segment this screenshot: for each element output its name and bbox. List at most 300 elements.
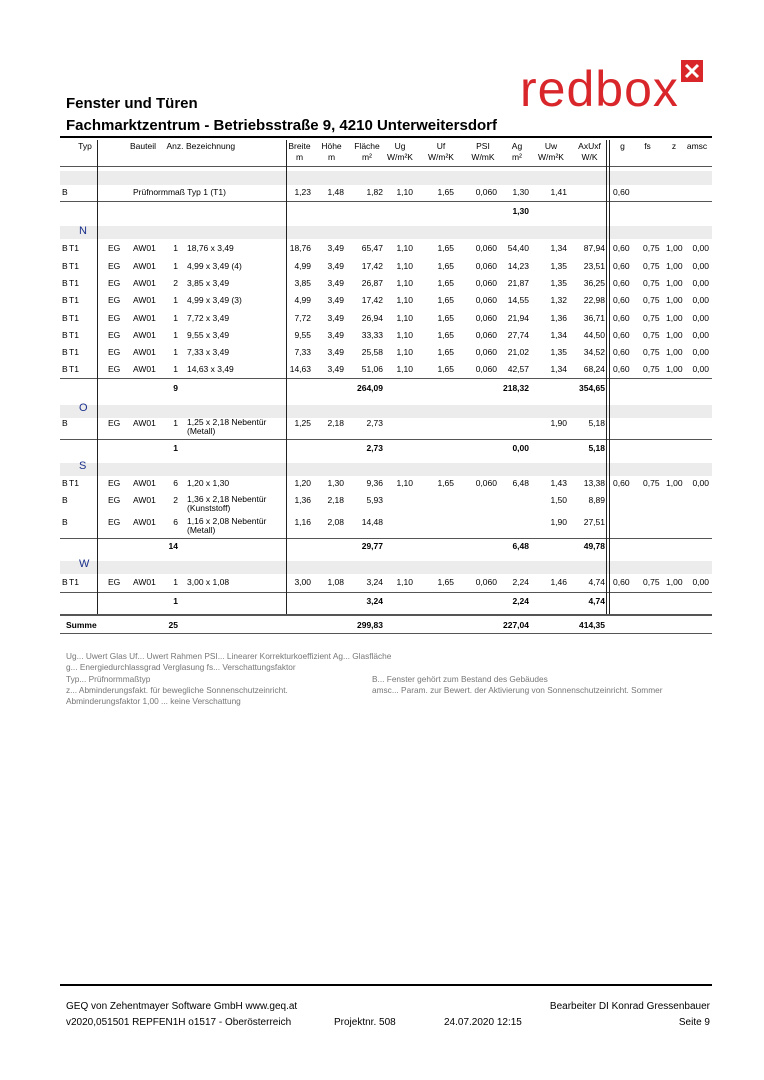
cell-flaeche: 2,73 bbox=[366, 418, 383, 428]
footer-company: GEQ von Zehentmayer Software GmbH www.geq.at bbox=[66, 1001, 298, 1012]
footer-page: Seite 9 bbox=[678, 1017, 710, 1028]
cell-g: 0,60 bbox=[613, 577, 630, 587]
cell-ug: 1,10 bbox=[396, 243, 413, 253]
cell-psi: 0,060 bbox=[475, 187, 497, 197]
cell-flaeche: 29,77 bbox=[361, 541, 383, 551]
cell-b: B bbox=[62, 187, 68, 197]
cell-eg: EG bbox=[108, 478, 121, 488]
col-ag-unit: m² bbox=[512, 152, 522, 162]
cell-flaeche: 17,42 bbox=[361, 261, 383, 271]
cell-g: 0,60 bbox=[613, 330, 630, 340]
band-group-W bbox=[60, 561, 712, 574]
cell-ag: 227,04 bbox=[503, 620, 529, 630]
col-breite-unit: m bbox=[295, 152, 304, 162]
legend-line: z... Abminderungsfakt. für bewegliche Sonnenschutzeinricht. bbox=[66, 684, 288, 695]
cell-bez: 1,20 x 1,30 bbox=[187, 478, 230, 488]
cell-aw: AW01 bbox=[133, 295, 156, 305]
cell-b: B bbox=[62, 577, 68, 587]
cell-axuxf: 36,25 bbox=[583, 278, 605, 288]
total-anz: 1 bbox=[173, 596, 178, 606]
cell-flaeche: 5,93 bbox=[366, 495, 383, 505]
cell-eg: EG bbox=[108, 364, 121, 374]
cell-z: 1,00 bbox=[666, 577, 683, 587]
legend bbox=[66, 651, 726, 707]
cell-aw: AW01 bbox=[133, 347, 156, 357]
cell-breite: 7,72 bbox=[294, 313, 311, 323]
cell-uf: 1,65 bbox=[437, 261, 454, 271]
cell-hoehe: 3,49 bbox=[327, 295, 344, 305]
group-label-N: N bbox=[79, 225, 87, 237]
cell-b: B bbox=[62, 517, 68, 527]
group-rule bbox=[60, 378, 712, 379]
cell-flaeche: 65,47 bbox=[361, 243, 383, 253]
cell-bez: 4,99 x 3,49 (4) bbox=[187, 261, 242, 271]
cell-breite: 9,55 bbox=[294, 330, 311, 340]
cell-uw: 1,90 bbox=[550, 517, 567, 527]
cell-z: 1,00 bbox=[666, 261, 683, 271]
cell-uf: 1,65 bbox=[437, 187, 454, 197]
cell-anz: 2 bbox=[173, 278, 178, 288]
legend-line: Abminderungsfaktor 1,00 ... keine Verschattung bbox=[66, 696, 241, 707]
cell-psi: 0,060 bbox=[475, 243, 497, 253]
cell-axuxf: 23,51 bbox=[583, 261, 605, 271]
col-bez: Bezeichnung bbox=[186, 141, 236, 151]
cell-g: 0,60 bbox=[613, 278, 630, 288]
cell-aw: AW01 bbox=[133, 577, 156, 587]
column-divider bbox=[286, 140, 287, 614]
col-hoehe-unit: m bbox=[327, 152, 336, 162]
cell-eg: EG bbox=[108, 577, 121, 587]
cell-anz: 1 bbox=[173, 243, 178, 253]
cell-axuxf: 27,51 bbox=[583, 517, 605, 527]
redbox-logo bbox=[520, 58, 705, 114]
cell-b: B bbox=[62, 243, 68, 253]
cell-uw: 1,35 bbox=[550, 261, 567, 271]
cell-ug: 1,10 bbox=[396, 577, 413, 587]
cell-aw: AW01 bbox=[133, 495, 156, 505]
cell-ag: 21,02 bbox=[507, 347, 529, 357]
cell-flaeche: 17,42 bbox=[361, 295, 383, 305]
col-ug-name: Ug bbox=[394, 141, 406, 151]
cell-ag: 27,74 bbox=[507, 330, 529, 340]
cell-typ: T1 bbox=[69, 295, 79, 305]
cell-bez: 3,00 x 1,08 bbox=[187, 577, 230, 587]
cell-anz: 1 bbox=[173, 347, 178, 357]
total-anz: 14 bbox=[168, 541, 178, 551]
band-group-O bbox=[60, 405, 712, 418]
total-anz: 1 bbox=[173, 443, 178, 453]
cell-z: 1,00 bbox=[666, 347, 683, 357]
col-uw-name: Uw bbox=[544, 141, 558, 151]
cell-uw: 1,46 bbox=[550, 577, 567, 587]
cell-hoehe: 2,18 bbox=[327, 418, 344, 428]
cell-typ: T1 bbox=[69, 364, 79, 374]
cell-axuxf: 354,65 bbox=[579, 383, 605, 393]
cell-hoehe: 1,30 bbox=[327, 478, 344, 488]
legend-line: Typ... Prüfnormmaßtyp bbox=[66, 673, 151, 684]
summe-rule bbox=[60, 614, 712, 616]
cell-aw: AW01 bbox=[133, 517, 156, 527]
cell-axuxf: 5,18 bbox=[588, 443, 605, 453]
cell-typ: T1 bbox=[69, 313, 79, 323]
cell-fs: 0,75 bbox=[643, 478, 660, 488]
cell-aw: AW01 bbox=[133, 278, 156, 288]
cell-flaeche: 14,48 bbox=[361, 517, 383, 527]
cell-z: 1,00 bbox=[666, 364, 683, 374]
cell-uf: 1,65 bbox=[437, 313, 454, 323]
cell-breite: 18,76 bbox=[289, 243, 311, 253]
cell-amsc: 0,00 bbox=[692, 330, 709, 340]
cell-b: B bbox=[62, 313, 68, 323]
cell-ug: 1,10 bbox=[396, 478, 413, 488]
cell-bez: 18,76 x 3,49 bbox=[187, 243, 234, 253]
cell-breite: 1,36 bbox=[294, 495, 311, 505]
cell-g: 0,60 bbox=[613, 313, 630, 323]
cell-uf: 1,65 bbox=[437, 364, 454, 374]
cell-psi: 0,060 bbox=[475, 330, 497, 340]
cell-aw: AW01 bbox=[133, 243, 156, 253]
cell-hoehe: 3,49 bbox=[327, 278, 344, 288]
cell-flaeche: 26,87 bbox=[361, 278, 383, 288]
cell-bez: 1,36 x 2,18 Nebentür (Kunststoff) bbox=[187, 494, 267, 513]
cell-uw: 1,90 bbox=[550, 418, 567, 428]
cell-typ: T1 bbox=[69, 478, 79, 488]
col-psi-name: PSI bbox=[476, 141, 490, 151]
cell-amsc: 0,00 bbox=[692, 278, 709, 288]
cell-amsc: 0,00 bbox=[692, 295, 709, 305]
cell-bez: 9,55 x 3,49 bbox=[187, 330, 230, 340]
cell-anz: 6 bbox=[173, 478, 178, 488]
cell-breite: 1,23 bbox=[294, 187, 311, 197]
cell-anz: 6 bbox=[173, 517, 178, 527]
cell-eg: EG bbox=[108, 517, 121, 527]
cell-ug: 1,10 bbox=[396, 313, 413, 323]
col-fs: fs bbox=[644, 141, 651, 151]
row-rule bbox=[60, 201, 712, 202]
cell-b: B bbox=[62, 295, 68, 305]
band-group-S bbox=[60, 463, 712, 476]
cell-flaeche: 264,09 bbox=[357, 383, 383, 393]
cell-anz: 1 bbox=[173, 313, 178, 323]
cell-flaeche: 2,73 bbox=[366, 443, 383, 453]
cell-hoehe: 3,49 bbox=[327, 347, 344, 357]
footer-rule bbox=[60, 984, 712, 986]
cell-axuxf: 22,98 bbox=[583, 295, 605, 305]
cell-amsc: 0,00 bbox=[692, 364, 709, 374]
cell-b: B bbox=[62, 261, 68, 271]
cell-fs: 0,75 bbox=[643, 347, 660, 357]
cell-flaeche: 1,82 bbox=[366, 187, 383, 197]
cell-uw: 1,34 bbox=[550, 330, 567, 340]
cell-anz: 1 bbox=[173, 295, 178, 305]
cell-typ: T1 bbox=[69, 278, 79, 288]
cell-anz: 1 bbox=[173, 364, 178, 374]
cell-flaeche: 33,33 bbox=[361, 330, 383, 340]
cell-ag: 21,94 bbox=[507, 313, 529, 323]
cell-psi: 0,060 bbox=[475, 261, 497, 271]
cell-hoehe: 3,49 bbox=[327, 313, 344, 323]
cell-uw: 1,34 bbox=[550, 243, 567, 253]
cell-breite: 4,99 bbox=[294, 261, 311, 271]
cell-ug: 1,10 bbox=[396, 330, 413, 340]
cell-flaeche: 9,36 bbox=[366, 478, 383, 488]
cell-flaeche: 25,58 bbox=[361, 347, 383, 357]
group-rule bbox=[60, 538, 712, 539]
window-table bbox=[60, 137, 712, 637]
cell-bez: 1,16 x 2,08 Nebentür (Metall) bbox=[187, 516, 267, 535]
cell-axuxf: 34,52 bbox=[583, 347, 605, 357]
col-uw-unit: W/m²K bbox=[538, 152, 564, 162]
cell-breite: 14,63 bbox=[289, 364, 311, 374]
cell-ug: 1,10 bbox=[396, 295, 413, 305]
cell-uw: 1,43 bbox=[550, 478, 567, 488]
col-bauteil: Bauteil bbox=[130, 141, 156, 151]
cell-flaeche: 299,83 bbox=[357, 620, 383, 630]
col-ag-name: Ag bbox=[511, 141, 523, 151]
cell-ag: 21,87 bbox=[507, 278, 529, 288]
legend-line: amsc... Param. zur Bewert. der Aktivierung von Sonnenschutzeinricht. Sommer bbox=[372, 684, 663, 695]
cell-g: 0,60 bbox=[613, 243, 630, 253]
cell-z: 1,00 bbox=[666, 478, 683, 488]
cell-hoehe: 3,49 bbox=[327, 243, 344, 253]
col-breite-name: Breite bbox=[288, 141, 311, 151]
cell-breite: 3,00 bbox=[294, 577, 311, 587]
cell-g: 0,60 bbox=[613, 295, 630, 305]
cell-aw: AW01 bbox=[133, 418, 156, 428]
cell-uw: 1,34 bbox=[550, 364, 567, 374]
cell-fs: 0,75 bbox=[643, 364, 660, 374]
cell-amsc: 0,00 bbox=[692, 347, 709, 357]
total-anz: 9 bbox=[173, 383, 178, 393]
band-group-N bbox=[60, 226, 712, 239]
cell-uf: 1,65 bbox=[437, 278, 454, 288]
cell-axuxf: 4,74 bbox=[588, 577, 605, 587]
cell-typ: T1 bbox=[69, 330, 79, 340]
cell-uf: 1,65 bbox=[437, 243, 454, 253]
cell-b: B bbox=[62, 495, 68, 505]
cell-eg: EG bbox=[108, 278, 121, 288]
cell-bez: 7,33 x 3,49 bbox=[187, 347, 230, 357]
column-divider bbox=[609, 140, 610, 614]
cell-breite: 1,20 bbox=[294, 478, 311, 488]
cell-axuxf: 8,89 bbox=[588, 495, 605, 505]
cell-fs: 0,75 bbox=[643, 278, 660, 288]
cell-fs: 0,75 bbox=[643, 313, 660, 323]
cell-z: 1,00 bbox=[666, 330, 683, 340]
footer-date: 24.07.2020 12:15 bbox=[444, 1017, 522, 1028]
cell-b: B bbox=[62, 418, 68, 428]
cell-fs: 0,75 bbox=[643, 243, 660, 253]
cell-ag: 6,48 bbox=[512, 541, 529, 551]
cell-ag: 2,24 bbox=[512, 577, 529, 587]
cell-typ: T1 bbox=[69, 347, 79, 357]
col-uf-name: Uf bbox=[436, 141, 446, 151]
cell-eg: EG bbox=[108, 295, 121, 305]
col-psi-unit: W/mK bbox=[471, 152, 495, 162]
cell-eg: EG bbox=[108, 347, 121, 357]
cell-hoehe: 3,49 bbox=[327, 330, 344, 340]
cell-breite: 4,99 bbox=[294, 295, 311, 305]
cell-g: 0,60 bbox=[613, 478, 630, 488]
cell-ug: 1,10 bbox=[396, 364, 413, 374]
summe-anz: 25 bbox=[168, 620, 178, 630]
cell-uw: 1,35 bbox=[550, 278, 567, 288]
cell-aw: AW01 bbox=[133, 330, 156, 340]
cell-ug: 1,10 bbox=[396, 278, 413, 288]
col-ug-unit: W/m²K bbox=[387, 152, 413, 162]
cell-breite: 1,25 bbox=[294, 418, 311, 428]
page-subtitle: Fachmarktzentrum - Betriebsstraße 9, 4210 Unterweitersdorf bbox=[66, 117, 497, 134]
cell-fs: 0,75 bbox=[643, 261, 660, 271]
cell-g: 0,60 bbox=[613, 364, 630, 374]
cell-eg: EG bbox=[108, 418, 121, 428]
cell-ag: 1,30 bbox=[512, 187, 529, 197]
cell-axuxf: 68,24 bbox=[583, 364, 605, 374]
cell-aw: AW01 bbox=[133, 261, 156, 271]
cell-eg: EG bbox=[108, 313, 121, 323]
col-amsc: amsc bbox=[686, 141, 708, 151]
cell-axuxf: 87,94 bbox=[583, 243, 605, 253]
col-uf-unit: W/m²K bbox=[428, 152, 454, 162]
cell-bez: 4,99 x 3,49 (3) bbox=[187, 295, 242, 305]
cell-bez: 7,72 x 3,49 bbox=[187, 313, 230, 323]
cell-bez: 3,85 x 3,49 bbox=[187, 278, 230, 288]
cell-uf: 1,65 bbox=[437, 577, 454, 587]
cell-ag: 42,57 bbox=[507, 364, 529, 374]
column-divider bbox=[606, 140, 607, 614]
cell-typ: T1 bbox=[69, 261, 79, 271]
cell-b: B bbox=[62, 330, 68, 340]
header-rule bbox=[60, 166, 712, 167]
cell-psi: 0,060 bbox=[475, 577, 497, 587]
cell-z: 1,00 bbox=[666, 243, 683, 253]
col-axuxf-unit: W/K bbox=[581, 152, 598, 162]
cell-b: B bbox=[62, 478, 68, 488]
cell-ag: 54,40 bbox=[507, 243, 529, 253]
cell-ug: 1,10 bbox=[396, 187, 413, 197]
cell-b: B bbox=[62, 364, 68, 374]
col-z: z bbox=[671, 141, 677, 151]
cell-uw: 1,50 bbox=[550, 495, 567, 505]
summe-label: Summe bbox=[66, 620, 97, 630]
cell-b: B bbox=[62, 347, 68, 357]
cell-axuxf: 4,74 bbox=[588, 596, 605, 606]
cell-typ: T1 bbox=[69, 243, 79, 253]
cell-uf: 1,65 bbox=[437, 295, 454, 305]
cell-flaeche: 26,94 bbox=[361, 313, 383, 323]
col-flaeche-unit: m² bbox=[362, 152, 372, 162]
col-g: g bbox=[620, 141, 625, 151]
cell-uw: 1,36 bbox=[550, 313, 567, 323]
cell-fs: 0,75 bbox=[643, 295, 660, 305]
cell-bez: 14,63 x 3,49 bbox=[187, 364, 234, 374]
col-typ: Typ bbox=[78, 141, 92, 151]
page-title: Fenster und Türen bbox=[66, 95, 198, 112]
cell-hoehe: 3,49 bbox=[327, 364, 344, 374]
cell-amsc: 0,00 bbox=[692, 313, 709, 323]
col-flaeche-name: Fläche bbox=[354, 141, 380, 151]
cell-g: 0,60 bbox=[613, 347, 630, 357]
logo-text: redbox bbox=[520, 61, 679, 114]
cell-psi: 0,060 bbox=[475, 278, 497, 288]
cell-z: 1,00 bbox=[666, 278, 683, 288]
cell-axuxf: 13,38 bbox=[583, 478, 605, 488]
group-label-O: O bbox=[79, 402, 88, 414]
group-label-S: S bbox=[79, 460, 87, 472]
cell-z: 1,00 bbox=[666, 295, 683, 305]
cell-uw: 1,32 bbox=[550, 295, 567, 305]
cell-amsc: 0,00 bbox=[692, 478, 709, 488]
cell-psi: 0,060 bbox=[475, 364, 497, 374]
cell-anz: 1 bbox=[173, 418, 178, 428]
cell-ug: 1,10 bbox=[396, 347, 413, 357]
cell-flaeche: 3,24 bbox=[366, 596, 383, 606]
cell-aw: AW01 bbox=[133, 478, 156, 488]
col-anz: Anz. bbox=[166, 141, 184, 151]
footer-version: v2020,051501 REPFEN1H o1517 - Oberösterreich bbox=[66, 1017, 292, 1028]
cell-b: B bbox=[62, 278, 68, 288]
cell-amsc: 0,00 bbox=[692, 261, 709, 271]
cell-psi: 0,060 bbox=[475, 295, 497, 305]
cell-fs: 0,75 bbox=[643, 577, 660, 587]
cell-psi: 0,060 bbox=[475, 313, 497, 323]
cell-flaeche: 51,06 bbox=[361, 364, 383, 374]
cell-g: 0,60 bbox=[613, 187, 630, 197]
group-rule bbox=[60, 439, 712, 440]
cell-axuxf: 5,18 bbox=[588, 418, 605, 428]
cell-bez: Prüfnormmaß Typ 1 (T1) bbox=[133, 187, 226, 197]
cell-hoehe: 1,08 bbox=[327, 577, 344, 587]
summe-bottom-rule bbox=[60, 633, 712, 634]
cell-aw: AW01 bbox=[133, 364, 156, 374]
cell-breite: 1,16 bbox=[294, 517, 311, 527]
cell-uf: 1,65 bbox=[437, 478, 454, 488]
col-hoehe-name: Höhe bbox=[321, 141, 342, 151]
legend-line: g... Energiedurchlassgrad Verglasung fs... Verschattungsfaktor bbox=[66, 662, 296, 673]
cell-uw: 1,35 bbox=[550, 347, 567, 357]
cell-anz: 1 bbox=[173, 261, 178, 271]
cell-hoehe: 1,48 bbox=[327, 187, 344, 197]
cell-axuxf: 44,50 bbox=[583, 330, 605, 340]
cell-anz: 1 bbox=[173, 330, 178, 340]
cell-breite: 3,85 bbox=[294, 278, 311, 288]
cell-uw: 1,41 bbox=[550, 187, 567, 197]
band-pruef bbox=[60, 171, 712, 185]
cell-ag: 0,00 bbox=[512, 443, 529, 453]
group-label-W: W bbox=[79, 558, 90, 570]
cell-axuxf: 414,35 bbox=[579, 620, 605, 630]
cell-psi: 0,060 bbox=[475, 347, 497, 357]
cell-fs: 0,75 bbox=[643, 330, 660, 340]
cell-eg: EG bbox=[108, 243, 121, 253]
cell-bez: 1,25 x 2,18 Nebentür (Metall) bbox=[187, 417, 267, 436]
cell-ag: 6,48 bbox=[512, 478, 529, 488]
cell-hoehe: 2,08 bbox=[327, 517, 344, 527]
cell-ag: 14,23 bbox=[507, 261, 529, 271]
cell-axuxf: 36,71 bbox=[583, 313, 605, 323]
cell-uf: 1,65 bbox=[437, 347, 454, 357]
cell-flaeche: 3,24 bbox=[366, 577, 383, 587]
cell-amsc: 0,00 bbox=[692, 577, 709, 587]
cell-eg: EG bbox=[108, 261, 121, 271]
cell-typ: T1 bbox=[69, 577, 79, 587]
cell-z: 1,00 bbox=[666, 313, 683, 323]
cell-aw: AW01 bbox=[133, 313, 156, 323]
cell-anz: 1 bbox=[173, 577, 178, 587]
cell-ag: 14,55 bbox=[507, 295, 529, 305]
cell-axuxf: 49,78 bbox=[583, 541, 605, 551]
footer-editor: Bearbeiter DI Konrad Gressenbauer bbox=[549, 1001, 710, 1012]
